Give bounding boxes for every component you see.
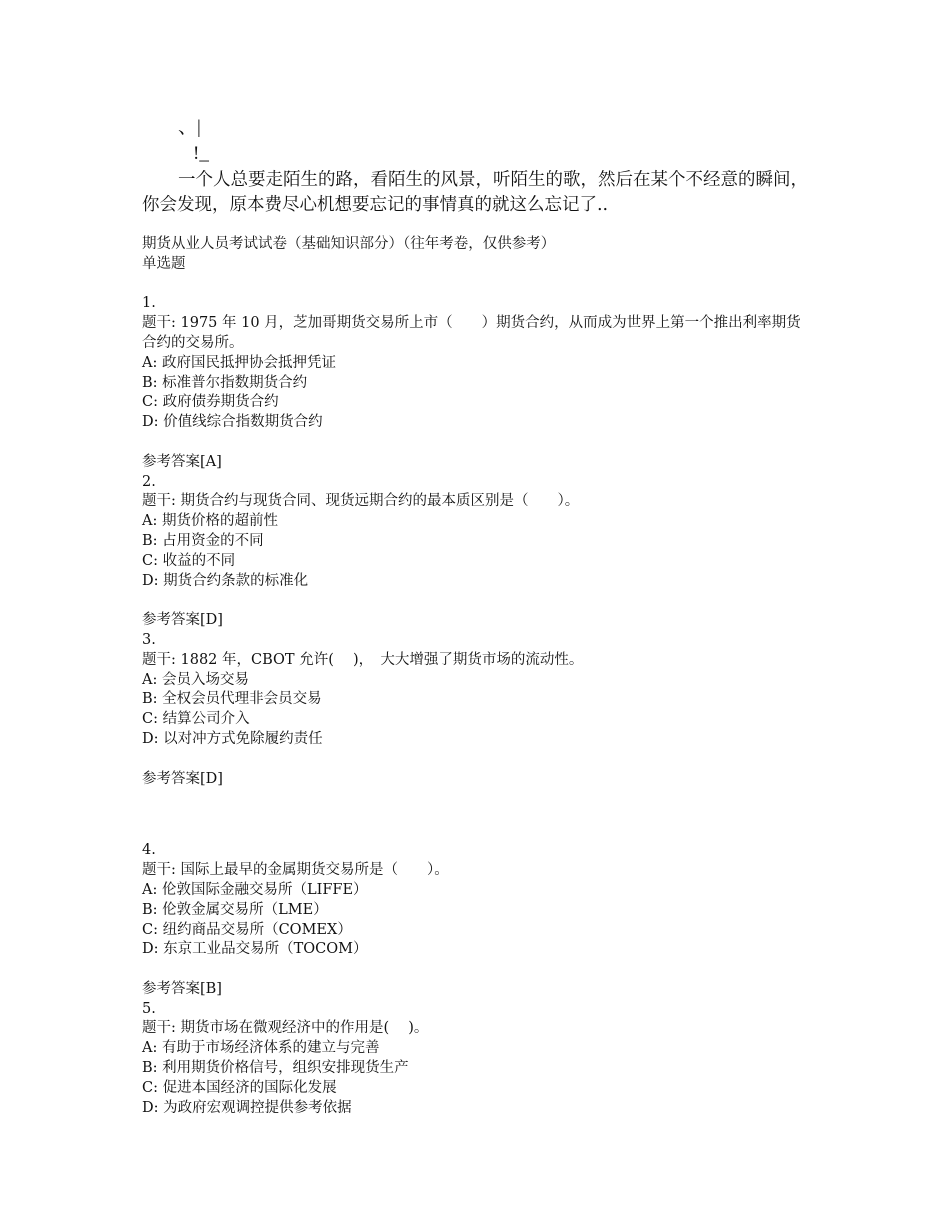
question-stem: 题干: 1882 年，CBOT 允许( )， 大大增强了期货市场的流动性。 [142,651,584,668]
question-stem: 题干: 1975 年 10 月，芝加哥期货交易所上市（ ）期货合约，从而成为世界上第一个推出利率期货合约的交易所。 [142,315,801,351]
option-a: A: 会员入场交易 [142,671,249,688]
option-a: A: 有助于市场经济体系的建立与完善 [142,1040,380,1057]
option-a: A: 政府国民抵押协会抵押凭证 [142,354,336,371]
reference-answer: 参考答案[D] [142,612,223,629]
question-number: 5. [142,1000,156,1017]
question-number: 4. [142,842,156,859]
option-b: B: 占用资金的不同 [142,532,264,549]
option-b: B: 全权会员代理非会员交易 [142,691,322,708]
option-d: D: 东京工业品交易所（TOCOM） [142,941,368,958]
question-number: 1. [142,295,156,312]
option-c: C: 纽约商品交易所（COMEX） [142,921,352,938]
intro-paragraph: 一个人总要走陌生的路，看陌生的风景，听陌生的歌，然后在某个不经意的瞬间，你会发现，原本费尽心机想要忘记的事情真的就这么忘记了.. [142,170,808,215]
question-stem: 题干: 国际上最早的金属期货交易所是（ ）。 [142,862,449,879]
reference-answer: 参考答案[B] [142,980,222,997]
question-number: 3. [142,631,156,648]
option-c: C: 收益的不同 [142,552,236,569]
header-mark-1: 、| [178,117,201,138]
exam-content [142,235,814,1118]
reference-answer: 参考答案[A] [142,453,222,470]
header-mark-2: !_ [193,143,209,164]
option-a: A: 伦敦国际金融交易所（LIFFE） [142,881,368,898]
reference-answer: 参考答案[D] [142,770,223,787]
option-b: B: 伦敦金属交易所（LME） [142,901,328,918]
section-heading: 单选题 [142,255,186,272]
option-d: D: 价值线综合指数期货合约 [142,414,323,431]
option-b: B: 利用期货价格信号，组织安排现货生产 [142,1060,409,1077]
option-d: D: 为政府宏观调控提供参考依据 [142,1099,352,1116]
exam-title: 期货从业人员考试试卷（基础知识部分）（往年考卷，仅供参考） [142,236,556,252]
question-number: 2. [142,473,156,490]
option-c: C: 结算公司介入 [142,711,250,728]
option-d: D: 以对冲方式免除履约责任 [142,730,323,747]
question-stem: 题干: 期货合约与现货合同、现货远期合约的最本质区别是（ ）。 [142,493,580,510]
option-c: C: 政府债券期货合约 [142,394,279,411]
question-stem: 题干: 期货市场在微观经济中的作用是( )。 [142,1020,429,1037]
option-a: A: 期货价格的超前性 [142,513,278,530]
option-b: B: 标准普尔指数期货合约 [142,374,308,391]
option-d: D: 期货合约条款的标准化 [142,572,309,589]
option-c: C: 促进本国经济的国际化发展 [142,1079,337,1096]
